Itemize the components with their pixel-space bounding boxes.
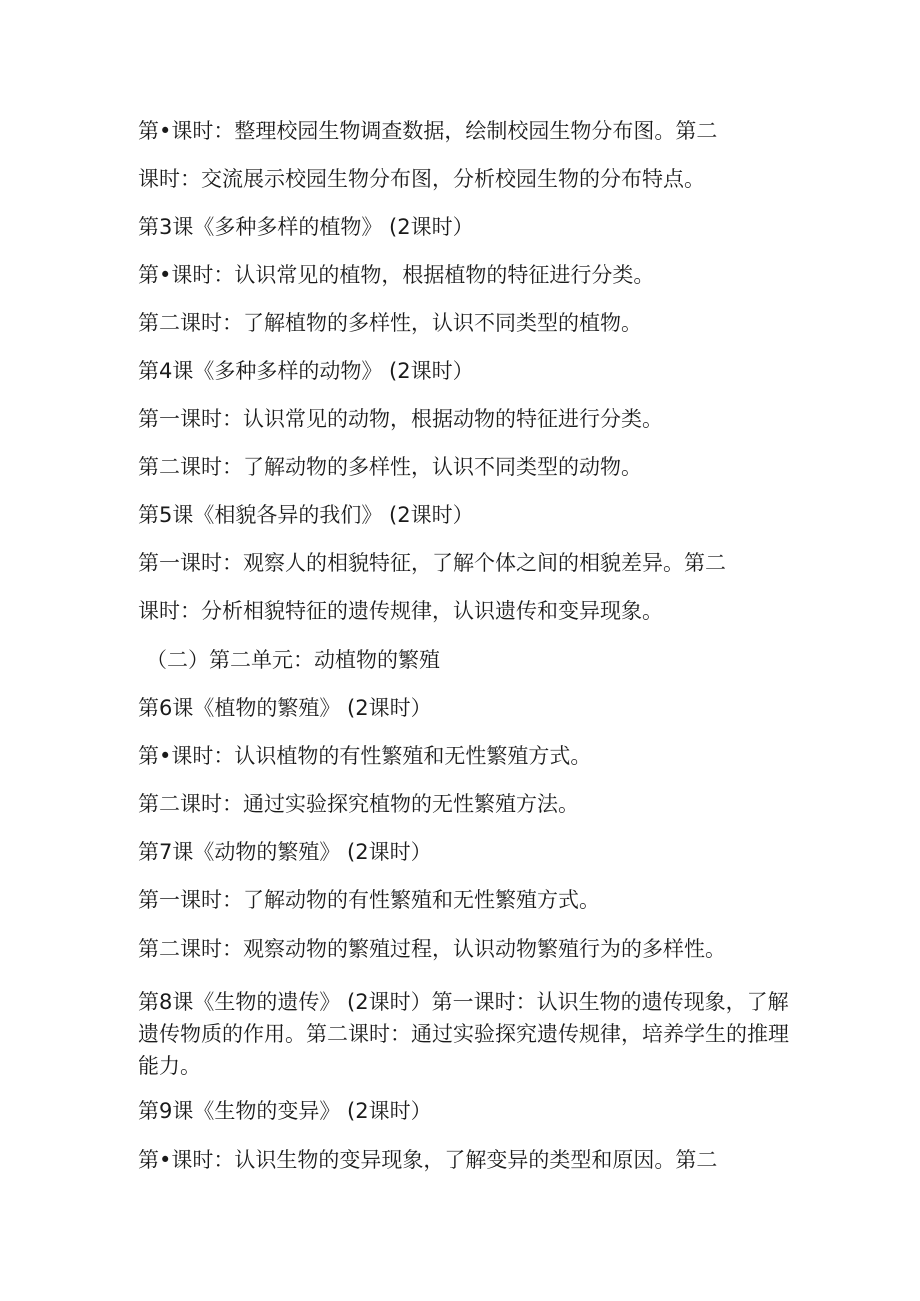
text-line: 课时：分析相貌特征的遗传规律，认识遗传和变异现象。: [138, 599, 663, 623]
lesson-heading: 第5课《相貌各异的我们》 (2课时）: [138, 503, 474, 527]
lesson-heading: 第9课《生物的变异》 (2课时）: [138, 1099, 432, 1123]
lesson-heading: 第4课《多种多样的动物》 (2课时）: [138, 359, 474, 383]
text-line: 第二课时：了解动物的多样性，认识不同类型的动物。: [138, 455, 642, 479]
text-line: 第•课时：认识常见的植物，根据植物的特征进行分类。: [138, 263, 655, 287]
text-line: 第•课时：认识植物的有性繁殖和无性繁殖方式。: [138, 744, 592, 768]
lesson-heading: 第7课《动物的繁殖》 (2课时）: [138, 840, 432, 864]
text-line: 课时：交流展示校园生物分布图，分析校园生物的分布特点。: [138, 167, 705, 191]
text-paragraph: 第8课《生物的遗传》 (2课时）第一课时：认识生物的遗传现象，了解遗传物质的作用。第二课时：通过实验探究遗传规律，培养学生的推理能力。: [138, 990, 789, 1078]
lesson-heading: 第3课《多种多样的植物》 (2课时）: [138, 215, 474, 239]
text-line: 第一课时：认识常见的动物，根据动物的特征进行分类。: [138, 407, 663, 431]
text-line: 第二课时：了解植物的多样性，认识不同类型的植物。: [138, 311, 642, 335]
text-line: 第二课时：观察动物的繁殖过程，认识动物繁殖行为的多样性。: [138, 937, 726, 961]
text-line: 第•课时：整理校园生物调查数据，绘制校园生物分布图。第二: [138, 119, 718, 143]
text-line: 第二课时：通过实验探究植物的无性繁殖方法。: [138, 792, 579, 816]
text-line: 第一课时：观察人的相貌特征，了解个体之间的相貌差异。第二: [138, 551, 726, 575]
lesson-heading: 第6课《植物的繁殖》 (2课时）: [138, 696, 432, 720]
text-line: 第一课时：了解动物的有性繁殖和无性繁殖方式。: [138, 888, 600, 912]
unit-heading: （二）第二单元：动植物的繁殖: [146, 648, 440, 672]
text-line: 第•课时：认识生物的变异现象，了解变异的类型和原因。第二: [138, 1148, 718, 1172]
